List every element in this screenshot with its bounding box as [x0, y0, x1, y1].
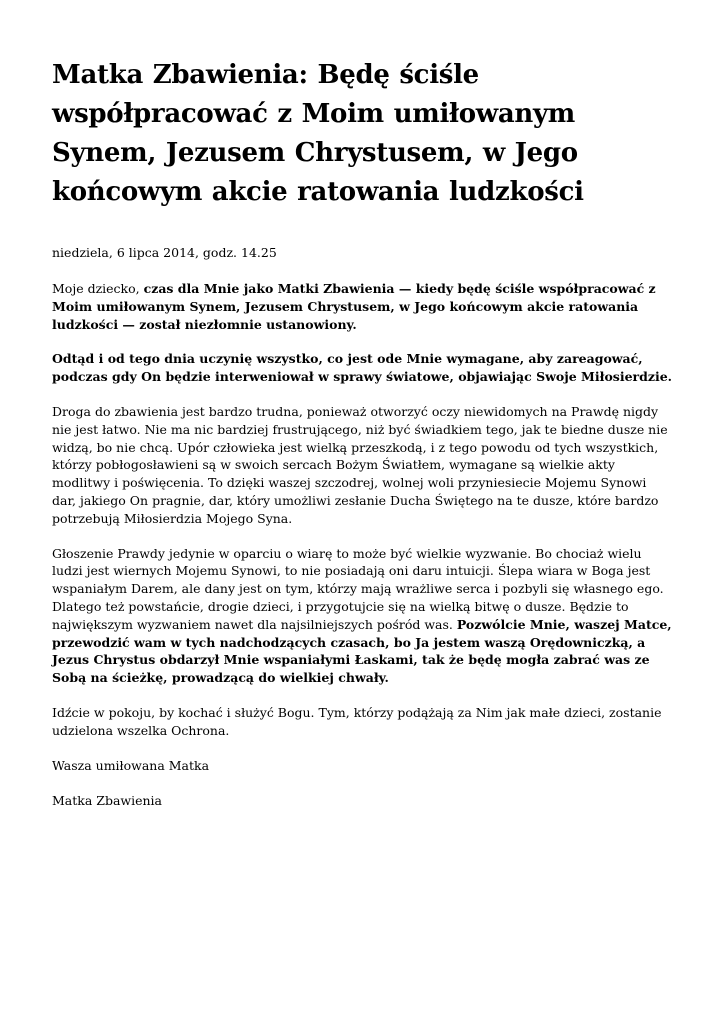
paragraph-1 — [52, 280, 673, 333]
paragraph-4-bold: Pozwólcie Mnie, waszej Matce, przewodzić wam w tych nadchodzących czasach, bo Ja jestem waszą Orędowniczką, a Jezus Chrystus obdarzył Mnie wspaniałymi Łaskami, tak że będę mogła zabrać was ze Sobą na ścieżkę, prowadzącą do wielkiej chwały. — [52, 616, 672, 686]
article-date: niedziela, 6 lipca 2014, godz. 14.25 — [52, 245, 277, 260]
paragraph-3: Droga do zbawienia jest bardzo trudna, ponieważ otworzyć oczy niewidomych na Prawdę nigdy nie jest łatwo. Nie ma nic bardziej frustrującego, niż być świadkiem tego, jak te biedne dusze nie widzą, bo nie chcą. Upór człowieka jest wielką przeszkodą, i z tego powodu od tych wszystkich, którzy pobłogosławieni są w swoich sercach Bożym Światłem, wymagane są wielkie akty modlitwy i poświęcenia. To dzięki waszej szczodrej, wolnej woli przyniesiecie Mojemu Synowi dar, jakiego On pragnie, dar, który umożliwi zesłanie Ducha Świętego na te dusze, które bardzo potrzebują Miłosierdzia Mojego Syna. — [52, 403, 668, 526]
paragraph-5: Idźcie w pokoju, by kochać i służyć Bogu. Tym, którzy podążają za Nim jak małe dzieci, zostanie udzielona wszelka Ochrona. — [52, 704, 662, 738]
paragraph-4 — [52, 545, 673, 687]
paragraph-1-intro: Moje dziecko, — [52, 281, 144, 296]
paragraph-1-bold: czas dla Mnie jako Matki Zbawienia — kiedy będę ściśle współpracować z Moim umiłowanym Synem, Jezusem Chrystusem, w Jego końcowym akcie ratowania ludzkości — został niezłomnie ustanowiony. — [52, 281, 656, 332]
paragraph-4-text: Głoszenie Prawdy jedynie w oparciu o wiarę to może być wielkie wyzwanie. Bo chociaż wielu ludzi jest wiernych Mojemu Synowi, to nie posiadają oni daru intuicji. Ślepa wiara w Boga jest wspaniałym Darem, ale dany jest on tym, którzy mają wrażliwe serca i pozbyli się własnego ego. Dlatego też powstańcie, drogie dzieci, i przygotujcie się na wielką bitwę o dusze. Będzie to największym wyzwaniem nawet dla najsilniejszych pośród was. — [52, 545, 664, 632]
paragraph-2 — [52, 350, 673, 386]
signature: Matka Zbawienia — [52, 792, 163, 808]
paragraph-2-bold: Odtąd i od tego dnia uczynię wszystko, co jest ode Mnie wymagane, aby zareagować, podczas gdy On będzie interweniował w sprawy światowe, objawiając Swoje Miłosierdzie. — [52, 351, 673, 385]
article-title: Matka Zbawienia: Będę ściśle współpracować z Moim umiłowanym Synem, Jezusem Chrystusem, w Jego końcowym akcie ratowania ludzkości — [52, 60, 584, 207]
closing-line: Wasza umiłowana Matka — [52, 757, 210, 773]
